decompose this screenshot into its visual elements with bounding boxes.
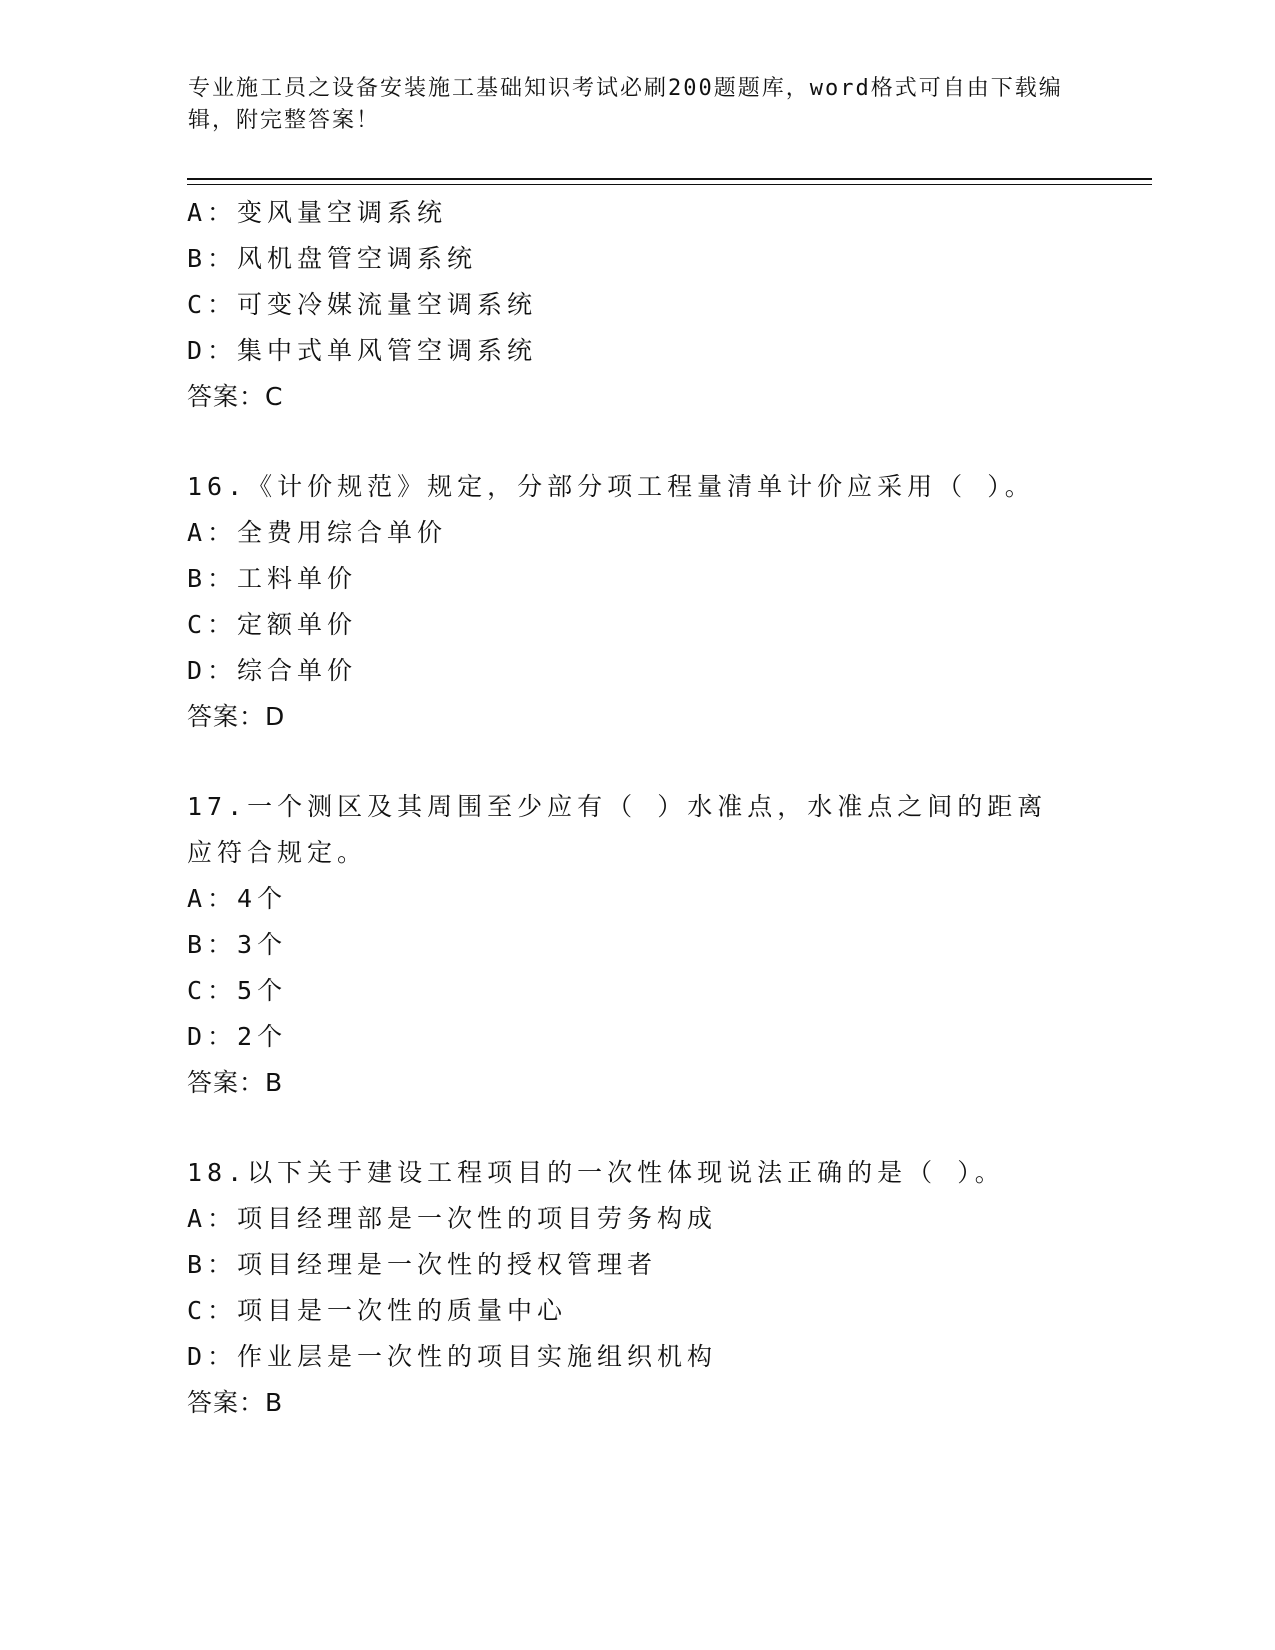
answer-line: 答案：C xyxy=(187,382,284,411)
option-c: C：定额单价 xyxy=(187,610,358,639)
option-a: A：变风量空调系统 xyxy=(187,198,448,227)
question-stem: 16.《计价规范》规定，分部分项工程量清单计价应采用（ ）。 xyxy=(187,472,1035,501)
question-stem: 17.一个测区及其周围至少应有（ ）水准点，水准点之间的距离应符合规定。 xyxy=(187,792,1048,867)
header-title: 专业施工员之设备安装施工基础知识考试必刷200题题库，word格式可自由下载编辑，附完整答案！ xyxy=(188,76,1063,133)
question-block xyxy=(187,1150,1087,1426)
option-a: A：4个 xyxy=(187,884,288,913)
header-divider-thick xyxy=(187,178,1152,180)
option-b: B：风机盘管空调系统 xyxy=(187,244,478,273)
question-stem: 18.以下关于建设工程项目的一次性体现说法正确的是（ ）。 xyxy=(187,1158,1005,1187)
option-a: A：项目经理部是一次性的项目劳务构成 xyxy=(187,1204,718,1233)
document-header xyxy=(188,73,1068,137)
option-c: C：项目是一次性的质量中心 xyxy=(187,1296,568,1325)
option-b: B：3个 xyxy=(187,930,288,959)
option-c: C：5个 xyxy=(187,976,288,1005)
option-d: D：综合单价 xyxy=(187,656,358,685)
option-d: D：作业层是一次性的项目实施组织机构 xyxy=(187,1342,718,1371)
option-d: D：集中式单风管空调系统 xyxy=(187,336,538,365)
answer-line: 答案：D xyxy=(187,702,286,731)
option-b: B：项目经理是一次性的授权管理者 xyxy=(187,1250,658,1279)
question-block xyxy=(187,464,1087,740)
question-list xyxy=(187,190,1087,1426)
header-divider-thin xyxy=(187,184,1152,185)
option-a: A：全费用综合单价 xyxy=(187,518,448,547)
question-block xyxy=(187,190,1087,420)
question-block xyxy=(187,784,1087,1106)
option-b: B：工料单价 xyxy=(187,564,358,593)
answer-line: 答案：B xyxy=(187,1388,284,1417)
option-d: D：2个 xyxy=(187,1022,288,1051)
option-c: C：可变冷媒流量空调系统 xyxy=(187,290,538,319)
answer-line: 答案：B xyxy=(187,1068,284,1097)
